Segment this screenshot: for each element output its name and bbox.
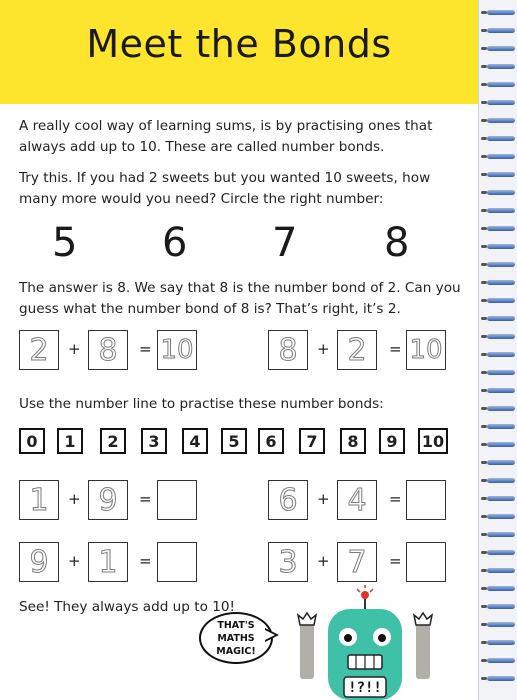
practice2-answer-box[interactable] (406, 480, 446, 520)
robot-chest-label: !?!! (348, 680, 382, 696)
speech-bubble-tail (265, 630, 275, 640)
practice1-addend-a (19, 480, 59, 520)
robot-illustration (290, 585, 440, 700)
tracing-digit: 8 (98, 332, 118, 368)
equals-sign: = (389, 552, 402, 570)
example1-result (157, 330, 197, 370)
number-line-tile: 4 (182, 428, 208, 454)
tracing-digit: 9 (98, 482, 118, 518)
number-line-tile: 7 (299, 428, 325, 454)
practice3-addend-a (19, 542, 59, 582)
equals-sign: = (139, 340, 152, 358)
tracing-digit: 4 (347, 482, 367, 518)
spiral-binding (478, 0, 517, 700)
example2-addend-a (268, 330, 308, 370)
page-title: Meet the Bonds (86, 22, 392, 66)
practice2-addend-b (337, 480, 377, 520)
practice3-answer-box[interactable] (157, 542, 197, 582)
number-line-tile: 3 (141, 428, 167, 454)
example1-addend-a (19, 330, 59, 370)
number-line-tile: 9 (379, 428, 405, 454)
practice1-answer-box[interactable] (157, 480, 197, 520)
number-line-tile: 2 (100, 428, 126, 454)
number-line-tile: 10 (418, 428, 448, 454)
example1-addend-b (88, 330, 128, 370)
closing-text: See! They always add up to 10! (19, 599, 235, 615)
robot-left-arm (300, 623, 314, 679)
practice1-addend-b (88, 480, 128, 520)
choice-6[interactable]: 6 (162, 220, 188, 266)
number-line-tile: 0 (19, 428, 45, 454)
tracing-digit: 10 (160, 335, 194, 365)
tracing-digit: 2 (347, 332, 367, 368)
title-banner (0, 0, 478, 104)
intro-paragraph: A really cool way of learning sums, is by practising ones that always add up to 10. These are called number bonds. (19, 118, 433, 155)
plus-sign: + (317, 552, 330, 570)
choice-8[interactable]: 8 (384, 220, 410, 266)
question-paragraph: Try this. If you had 2 sweets but you wanted 10 sweets, how many more would you need? Circle the right number: (19, 170, 431, 207)
practice4-answer-box[interactable] (406, 542, 446, 582)
tracing-digit: 2 (29, 332, 49, 368)
number-line-tile: 6 (258, 428, 284, 454)
speech-bubble (199, 612, 273, 664)
speech-bubble-text: THAT'S MATHS MAGIC! (216, 619, 256, 657)
equals-sign: = (139, 490, 152, 508)
equals-sign: = (389, 490, 402, 508)
choice-5[interactable]: 5 (52, 220, 78, 266)
tracing-digit: 3 (278, 544, 298, 580)
equals-sign: = (389, 340, 402, 358)
plus-sign: + (68, 340, 81, 358)
tracing-digit: 10 (409, 335, 443, 365)
robot-antenna-light (361, 591, 369, 599)
practice2-addend-a (268, 480, 308, 520)
choice-7[interactable]: 7 (272, 220, 298, 266)
robot-right-claw (414, 613, 432, 625)
number-line-tile: 5 (221, 428, 247, 454)
number-line-tile: 1 (57, 428, 83, 454)
practice4-addend-a (268, 542, 308, 582)
tracing-digit: 1 (29, 482, 49, 518)
plus-sign: + (317, 340, 330, 358)
equals-sign: = (139, 552, 152, 570)
tracing-digit: 7 (347, 544, 367, 580)
number-line-instruction: Use the number line to practise these number bonds: (19, 396, 384, 412)
example2-addend-b (337, 330, 377, 370)
tracing-digit: 8 (278, 332, 298, 368)
example2-result (406, 330, 446, 370)
plus-sign: + (68, 552, 81, 570)
answer-paragraph: The answer is 8. We say that 8 is the number bond of 2. Can you guess what the number bond of 8 is? That’s right, it’s 2. (19, 280, 461, 317)
practice4-addend-b (337, 542, 377, 582)
robot-left-claw (298, 613, 316, 625)
tracing-digit: 9 (29, 544, 49, 580)
plus-sign: + (317, 490, 330, 508)
robot-right-arm (416, 623, 430, 679)
tracing-digit: 6 (278, 482, 298, 518)
practice3-addend-b (88, 542, 128, 582)
number-line-tile: 8 (340, 428, 366, 454)
tracing-digit: 1 (98, 544, 118, 580)
plus-sign: + (68, 490, 81, 508)
